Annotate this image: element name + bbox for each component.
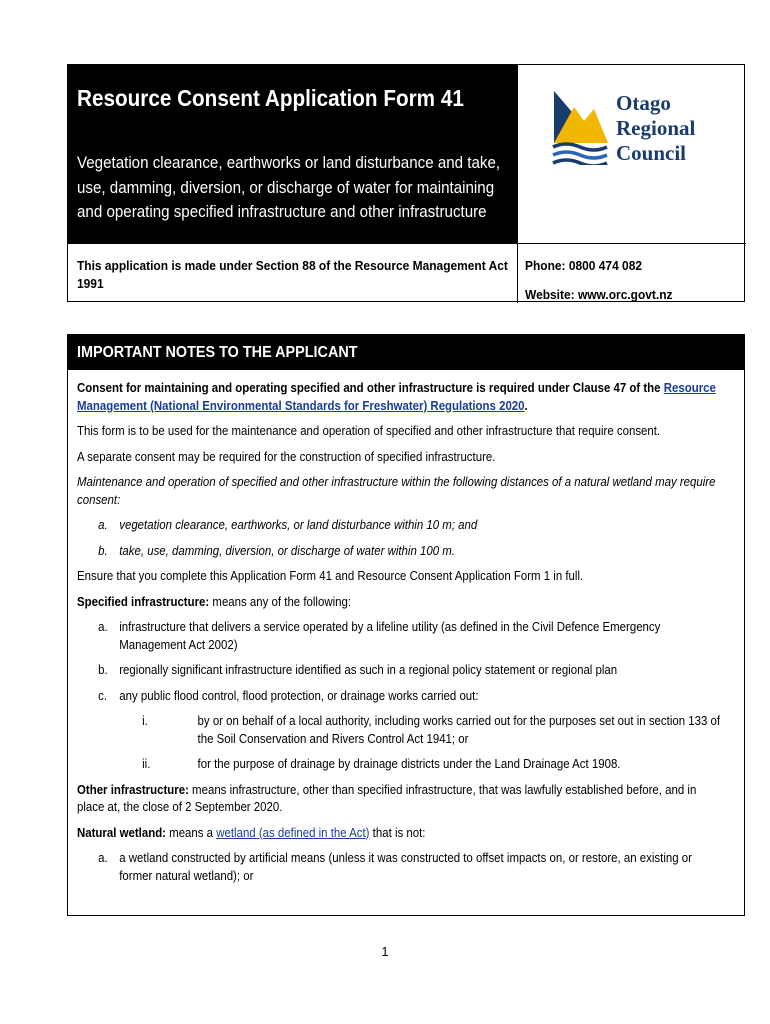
logo-wave — [553, 144, 607, 150]
list-item-text: a wetland constructed by artificial means (unless it was constructed to offset impacts on, or restore, an existing or former natural wetland); or — [119, 850, 692, 883]
list-item-text: vegetation clearance, earthworks, or land disturbance within 10 m; and — [119, 517, 478, 532]
paragraph: This form is to be used for the maintenance and operation of specified and other infrastructure that require consent. — [77, 423, 661, 438]
list-marker: b. — [98, 542, 108, 558]
form-subtitle: Vegetation clearance, earthworks or land disturbance and take, use, damming, diversion, or discharge of water for maintaining and operating specified infrastructure and other infrastructure — [77, 153, 501, 221]
phone-number: Phone: 0800 474 082 — [525, 258, 643, 273]
definition-text: means any of the following: — [209, 593, 352, 609]
list-item-text: by or on behalf of a local authority, including works carried out for the purposes set out in section 133 of the Soil Conservation and Rivers Control Act 1941; or — [197, 713, 721, 746]
list-marker: ii. — [142, 756, 151, 771]
divider — [68, 243, 746, 244]
sub-list-item — [77, 712, 725, 747]
paragraph: A separate consent may be required for the construction of specified infrastructure. — [77, 448, 496, 464]
paragraph: Ensure that you complete this Application Form 41 and Resource Consent Application Form 1 in full. — [77, 568, 584, 583]
natural-wetland-definition — [77, 824, 725, 842]
logo-text-line3: Council — [616, 141, 687, 165]
logo-text-line2: Regional — [616, 116, 696, 140]
definition-text: that is not: — [369, 824, 426, 840]
list-marker: i. — [142, 713, 148, 728]
regulations-link[interactable]: Resource Management (National Environmental Standards for Freshwater) Regulations 2020 — [77, 380, 716, 413]
list-item — [77, 661, 725, 679]
list-item — [77, 687, 725, 705]
other-infrastructure-definition — [77, 781, 725, 816]
list-item-text: for the purpose of drainage by drainage districts under the Land Drainage Act 1908. — [197, 756, 621, 771]
list-marker: a. — [98, 517, 108, 532]
definition-text: means infrastructure, other than specified infrastructure, that was lawfully established before, and in place at, the close of 2 September 2020. — [77, 781, 697, 814]
definition-term: Natural wetland: — [77, 824, 166, 840]
website[interactable]: Website: www.orc.govt.nz — [525, 287, 673, 302]
list-item — [77, 618, 725, 653]
sub-list-item — [77, 755, 725, 773]
list-item — [77, 542, 725, 560]
notes-body — [77, 379, 725, 892]
list-item — [77, 849, 725, 884]
page-number: 1 — [381, 944, 389, 959]
specified-infrastructure-definition — [77, 593, 725, 611]
intro-paragraph — [77, 379, 725, 414]
important-notes-section — [67, 334, 745, 916]
legislation-note: This application is made under Section 88 of the Resource Management Act 1991 — [77, 258, 508, 291]
list-marker: b. — [98, 662, 108, 677]
otago-regional-council-logo — [550, 85, 720, 165]
definition-text: means a — [165, 824, 217, 840]
intro-end: . — [524, 397, 528, 413]
list-marker: c. — [98, 687, 108, 703]
definition-term: Other infrastructure: — [77, 781, 189, 797]
list-marker: a. — [98, 850, 108, 865]
definition-term: Specified infrastructure: — [77, 593, 210, 609]
notes-heading: IMPORTANT NOTES TO THE APPLICANT — [77, 344, 358, 361]
logo-wave — [553, 152, 607, 158]
wetland-definition-link[interactable]: wetland (as defined in the Act) — [216, 824, 370, 840]
notes-heading-bar — [68, 335, 745, 370]
wetland-distance-paragraph: Maintenance and operation of specified and other infrastructure within the following distances of a natural wetland may require consent: — [77, 474, 716, 507]
intro-text: Consent for maintaining and operating specified and other infrastructure is required under Clause 47 of the — [77, 380, 661, 395]
divider — [517, 65, 518, 303]
list-item-text: regionally significant infrastructure identified as such in a regional policy statement or regional plan — [119, 662, 618, 677]
logo-text-line1: Otago — [616, 91, 671, 115]
logo-wave — [553, 160, 607, 165]
header-box — [67, 64, 745, 302]
list-item-text: infrastructure that delivers a service operated by a lifeline utility (as defined in the Civil Defence Emergency Management Act 2002) — [119, 619, 661, 652]
title-panel — [68, 65, 517, 243]
list-marker: a. — [98, 619, 108, 634]
form-title: Resource Consent Application Form 41 — [77, 85, 464, 111]
list-item — [77, 516, 725, 534]
contact-info — [525, 257, 737, 315]
list-item-text: take, use, damming, diversion, or discharge of water within 100 m. — [119, 542, 455, 558]
list-item-text: any public flood control, flood protection, or drainage works carried out: — [119, 687, 479, 703]
